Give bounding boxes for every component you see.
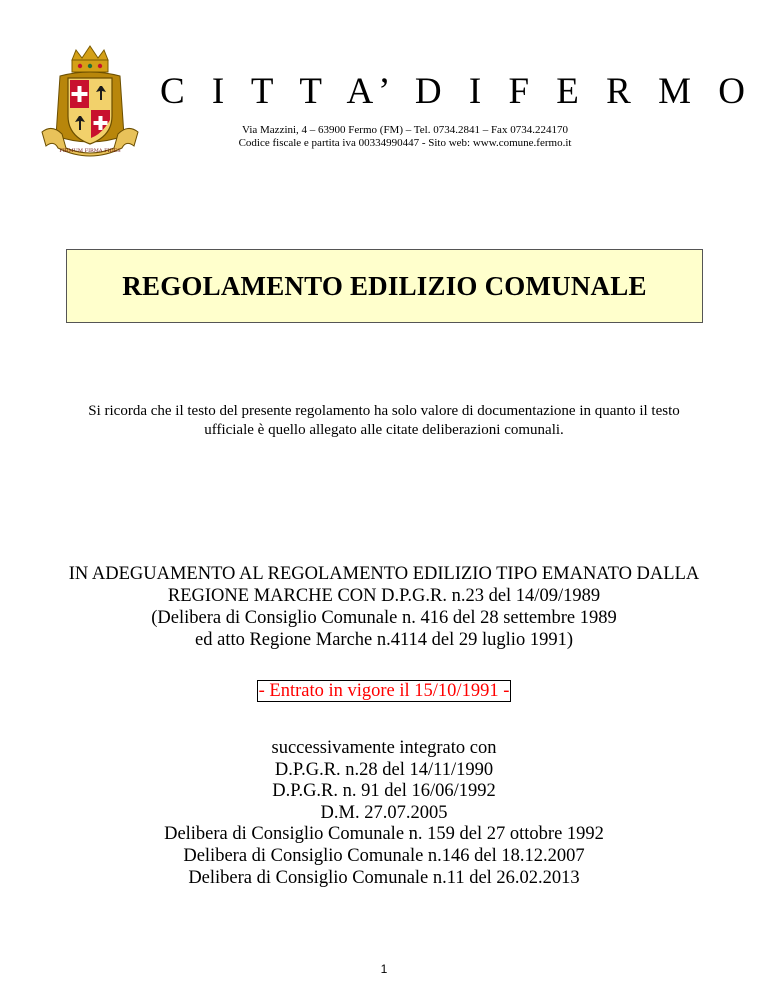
integration-item: Delibera di Consiglio Comunale n.11 del 26.02.2013	[188, 867, 580, 888]
adeguamento-paragraph	[40, 563, 728, 651]
notice-line: ufficiale è quello allegato alle citate deliberazioni comunali.	[204, 422, 564, 438]
integration-item: Delibera di Consiglio Comunale n.146 del 18.12.2007	[183, 845, 585, 866]
fiscal-line: Codice fiscale e partita iva 00334990447 - Sito web: www.comune.fermo.it	[238, 137, 572, 149]
adeguamento-line: IN ADEGUAMENTO AL REGOLAMENTO EDILIZIO TIPO EMANATO DALLA	[68, 564, 700, 584]
vigore-container	[0, 680, 768, 702]
entry-into-force-notice: - Entrato in vigore il 15/10/1991 -	[258, 681, 510, 701]
integration-item: D.P.G.R. n. 91 del 16/06/1992	[272, 781, 496, 802]
document-title: REGOLAMENTO EDILIZIO COMUNALE	[122, 270, 647, 301]
adeguamento-line: ed atto Regione Marche n.4114 del 29 luglio 1991)	[195, 630, 573, 650]
notice-paragraph	[60, 402, 708, 440]
document-title-box	[66, 249, 703, 323]
address-line: Via Mazzini, 4 – 63900 Fermo (FM) – Tel. 0734.2841 – Fax 0734.224170	[242, 124, 568, 136]
integration-item: D.P.G.R. n.28 del 14/11/1990	[274, 759, 494, 780]
adeguamento-line: (Delibera di Consiglio Comunale n. 416 del 28 settembre 1989	[151, 608, 617, 628]
page-number: 1	[380, 962, 388, 976]
adeguamento-line: REGIONE MARCHE CON D.P.G.R. n.23 del 14/09/1989	[167, 586, 601, 606]
integration-item: D.M. 27.07.2005	[320, 802, 448, 823]
address-block	[160, 124, 650, 150]
svg-text:FIRMUM FIRMA FIDES: FIRMUM FIRMA FIDES	[59, 148, 121, 154]
integrations-intro: successivamente integrato con	[271, 738, 497, 758]
city-title: C I T T A’ D I F E R M O	[160, 71, 754, 112]
notice-line: Si ricorda che il testo del presente regolamento ha solo valore di documentazione in quanto il testo	[88, 403, 680, 419]
integration-item: Delibera di Consiglio Comunale n. 159 del 27 ottobre 1992	[164, 824, 604, 845]
coat-of-arms-icon	[40, 44, 140, 162]
integrations-list	[40, 738, 728, 889]
